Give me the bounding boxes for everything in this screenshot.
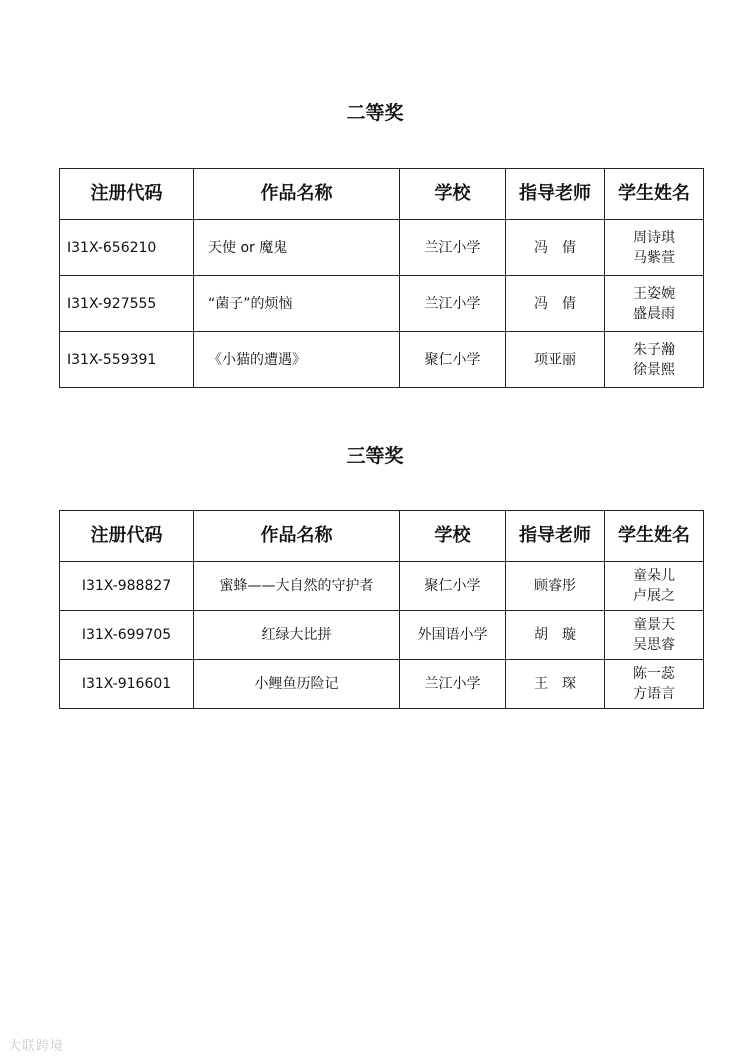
student-name: 陈一蕊: [633, 666, 675, 682]
registration-code: I31X-988827: [60, 562, 194, 611]
student-names: [605, 276, 704, 332]
table-header-row: [60, 169, 704, 220]
second-prize-table: [59, 168, 704, 388]
header-students: 学生姓名: [605, 511, 704, 562]
school-name: 外国语小学: [400, 611, 506, 660]
student-name: 童朵儿: [633, 568, 675, 584]
school-name: 兰江小学: [400, 276, 506, 332]
third-prize-title: 三等奖: [346, 445, 404, 467]
student-name: 朱子瀚: [633, 341, 675, 358]
registration-code: I31X-699705: [60, 611, 194, 660]
student-name: 吴思睿: [633, 637, 675, 653]
third-prize-table: [59, 510, 704, 709]
header-code: 注册代码: [60, 511, 194, 562]
student-names: [605, 220, 704, 276]
work-title: 《小猫的遭遇》: [194, 332, 400, 388]
student-name: 马紫萱: [633, 249, 675, 266]
table-header-row: [60, 511, 704, 562]
header-school: 学校: [400, 169, 506, 220]
header-work: 作品名称: [194, 511, 400, 562]
student-name: 卢展之: [633, 588, 675, 604]
teacher-name: 顾睿彤: [506, 562, 605, 611]
header-teacher: 指导老师: [506, 511, 605, 562]
second-prize-title: 二等奖: [346, 102, 404, 124]
teacher-name: 王 琛: [506, 660, 605, 709]
student-names: [605, 332, 704, 388]
school-name: 聚仁小学: [400, 332, 506, 388]
teacher-name: 胡 璇: [506, 611, 605, 660]
header-work: 作品名称: [194, 169, 400, 220]
student-name: 方语言: [633, 686, 675, 702]
header-school: 学校: [400, 511, 506, 562]
header-students: 学生姓名: [605, 169, 704, 220]
teacher-name: 冯 倩: [506, 276, 605, 332]
student-names: [605, 562, 704, 611]
work-title: 小鲤鱼历险记: [194, 660, 400, 709]
registration-code: I31X-927555: [60, 276, 194, 332]
header-teacher: 指导老师: [506, 169, 605, 220]
work-title: 蜜蜂——大自然的守护者: [194, 562, 400, 611]
school-name: 兰江小学: [400, 660, 506, 709]
watermark: 大联跨境: [8, 1039, 65, 1054]
table-row: [60, 276, 704, 332]
student-name: 盛晨雨: [633, 305, 675, 322]
registration-code: I31X-916601: [60, 660, 194, 709]
table-row: [60, 562, 704, 611]
school-name: 聚仁小学: [400, 562, 506, 611]
school-name: 兰江小学: [400, 220, 506, 276]
registration-code: I31X-559391: [60, 332, 194, 388]
student-name: 周诗琪: [633, 229, 675, 246]
teacher-name: 冯 倩: [506, 220, 605, 276]
registration-code: I31X-656210: [60, 220, 194, 276]
work-title: 红绿大比拼: [194, 611, 400, 660]
table-row: [60, 660, 704, 709]
student-name: 徐景熙: [633, 361, 675, 378]
student-name: 王姿婉: [633, 285, 675, 302]
table-row: [60, 611, 704, 660]
table-row: [60, 220, 704, 276]
table-row: [60, 332, 704, 388]
student-names: [605, 660, 704, 709]
student-name: 童景天: [633, 617, 675, 633]
header-code: 注册代码: [60, 169, 194, 220]
teacher-name: 项亚丽: [506, 332, 605, 388]
student-names: [605, 611, 704, 660]
work-title: “菌子”的烦恼: [194, 276, 400, 332]
work-title: 天使 or 魔鬼: [194, 220, 400, 276]
